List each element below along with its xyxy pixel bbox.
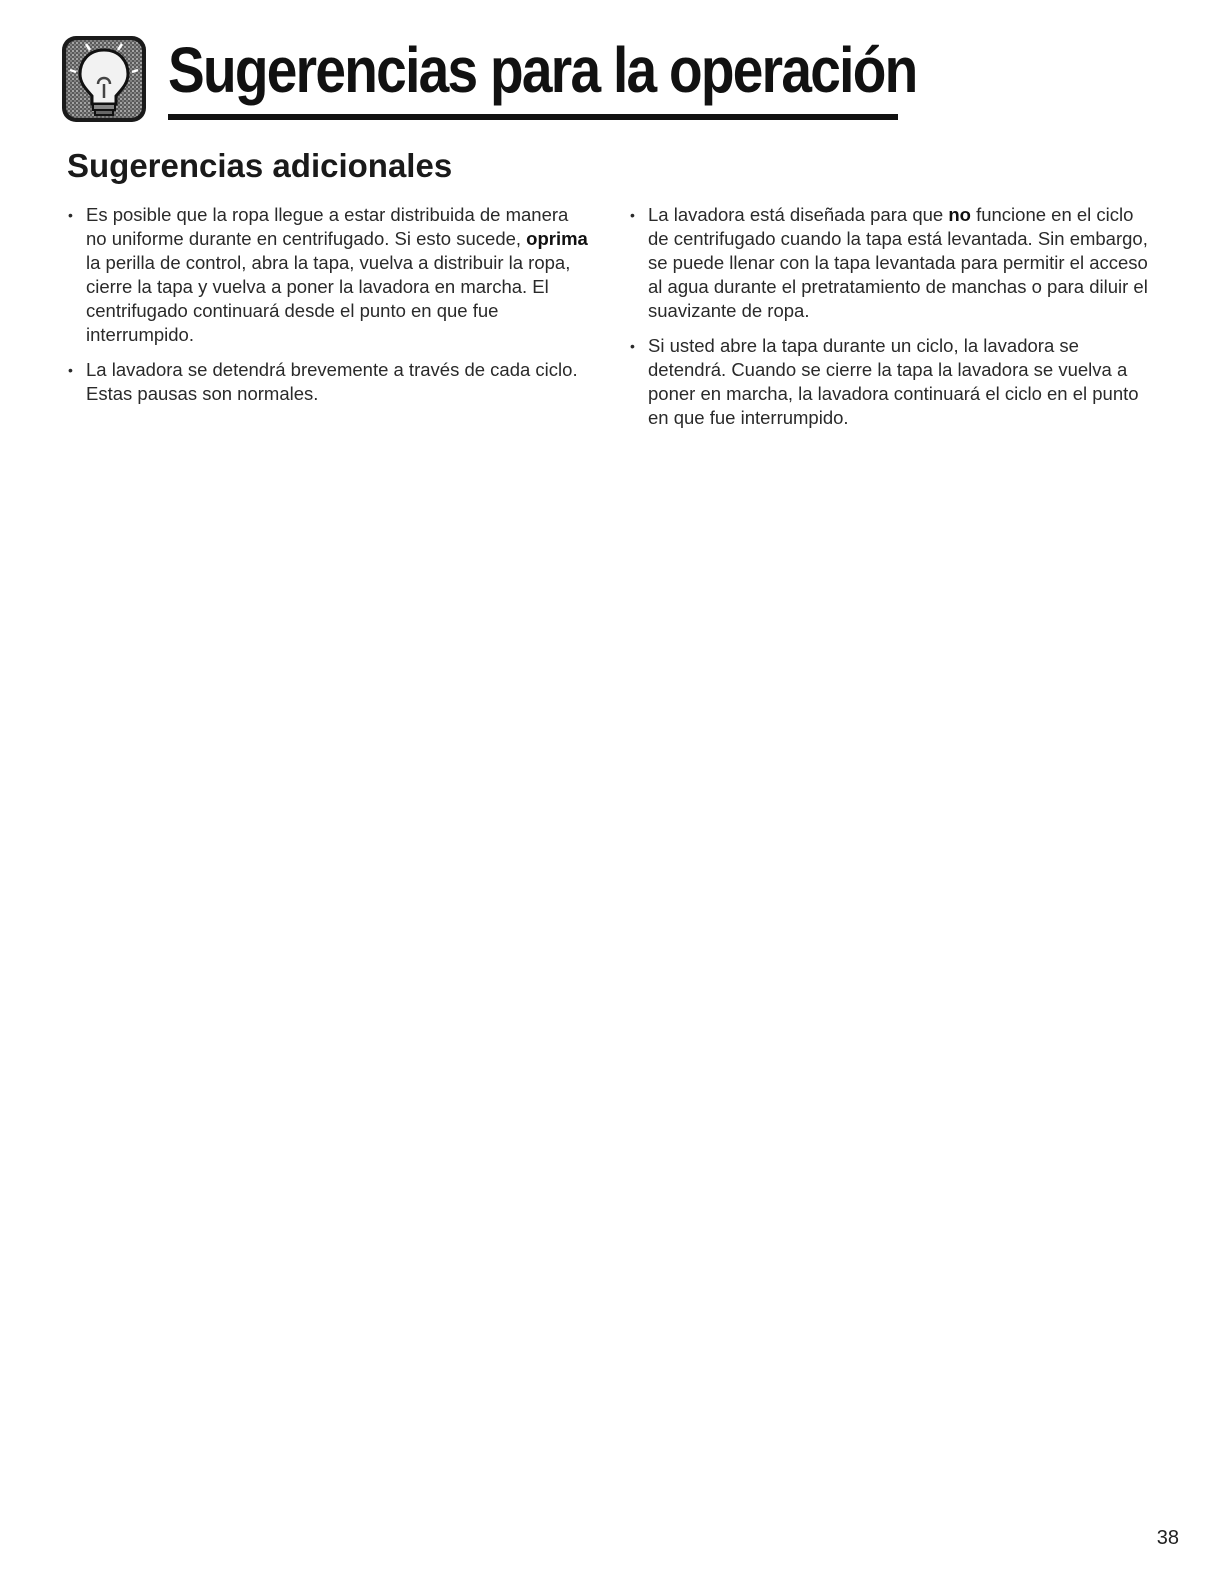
list-item-text: La lavadora se detendrá brevemente a través de cada ciclo. Estas pausas son normales. [86, 359, 578, 404]
title-underline [168, 114, 898, 120]
list-item-emphasis: no [948, 204, 971, 225]
list-item [68, 358, 593, 406]
left-column-list [68, 203, 593, 417]
page-number: 38 [1156, 1527, 1179, 1549]
list-item-text: funcione en el ciclo de centrifugado cuando la tapa está levantada. Sin embargo, se puede llenar con la tapa levantada para permitir el acceso al agua durante el pretratamiento de manchas o para diluir el suavizante de ropa. [648, 204, 1148, 321]
bullet-icon: • [68, 362, 73, 378]
bullet-icon: • [630, 207, 635, 223]
list-item-text: La lavadora está diseñada para que [648, 204, 949, 225]
lightbulb-icon [60, 34, 148, 124]
list-item-text: Si usted abre la tapa durante un ciclo, la lavadora se detendrá. Cuando se cierre la tapa la lavadora se vuelva a poner en marcha, la lavadora continuará el ciclo en el punto en que fue interrumpido. [648, 335, 1139, 428]
page-header [60, 28, 917, 124]
right-column-list [630, 203, 1150, 441]
list-item-text: la perilla de control, abra la tapa, vuelva a distribuir la ropa, cierre la tapa y vuelva a poner la lavadora en marcha. El centrifugado continuará desde el punto en que fue interrumpido. [86, 252, 571, 345]
list-item-text: Es posible que la ropa llegue a estar distribuida de manera no uniforme durante en centrifugado. Si esto sucede, [86, 204, 569, 249]
list-item-emphasis: oprima [526, 228, 588, 249]
bullet-icon: • [630, 338, 635, 354]
list-item [630, 203, 1150, 323]
list-item [630, 334, 1150, 430]
bullet-icon: • [68, 207, 73, 223]
section-title: Sugerencias adicionales [67, 147, 453, 184]
page-title: Sugerencias para la operación [168, 34, 917, 106]
list-item [68, 203, 593, 347]
